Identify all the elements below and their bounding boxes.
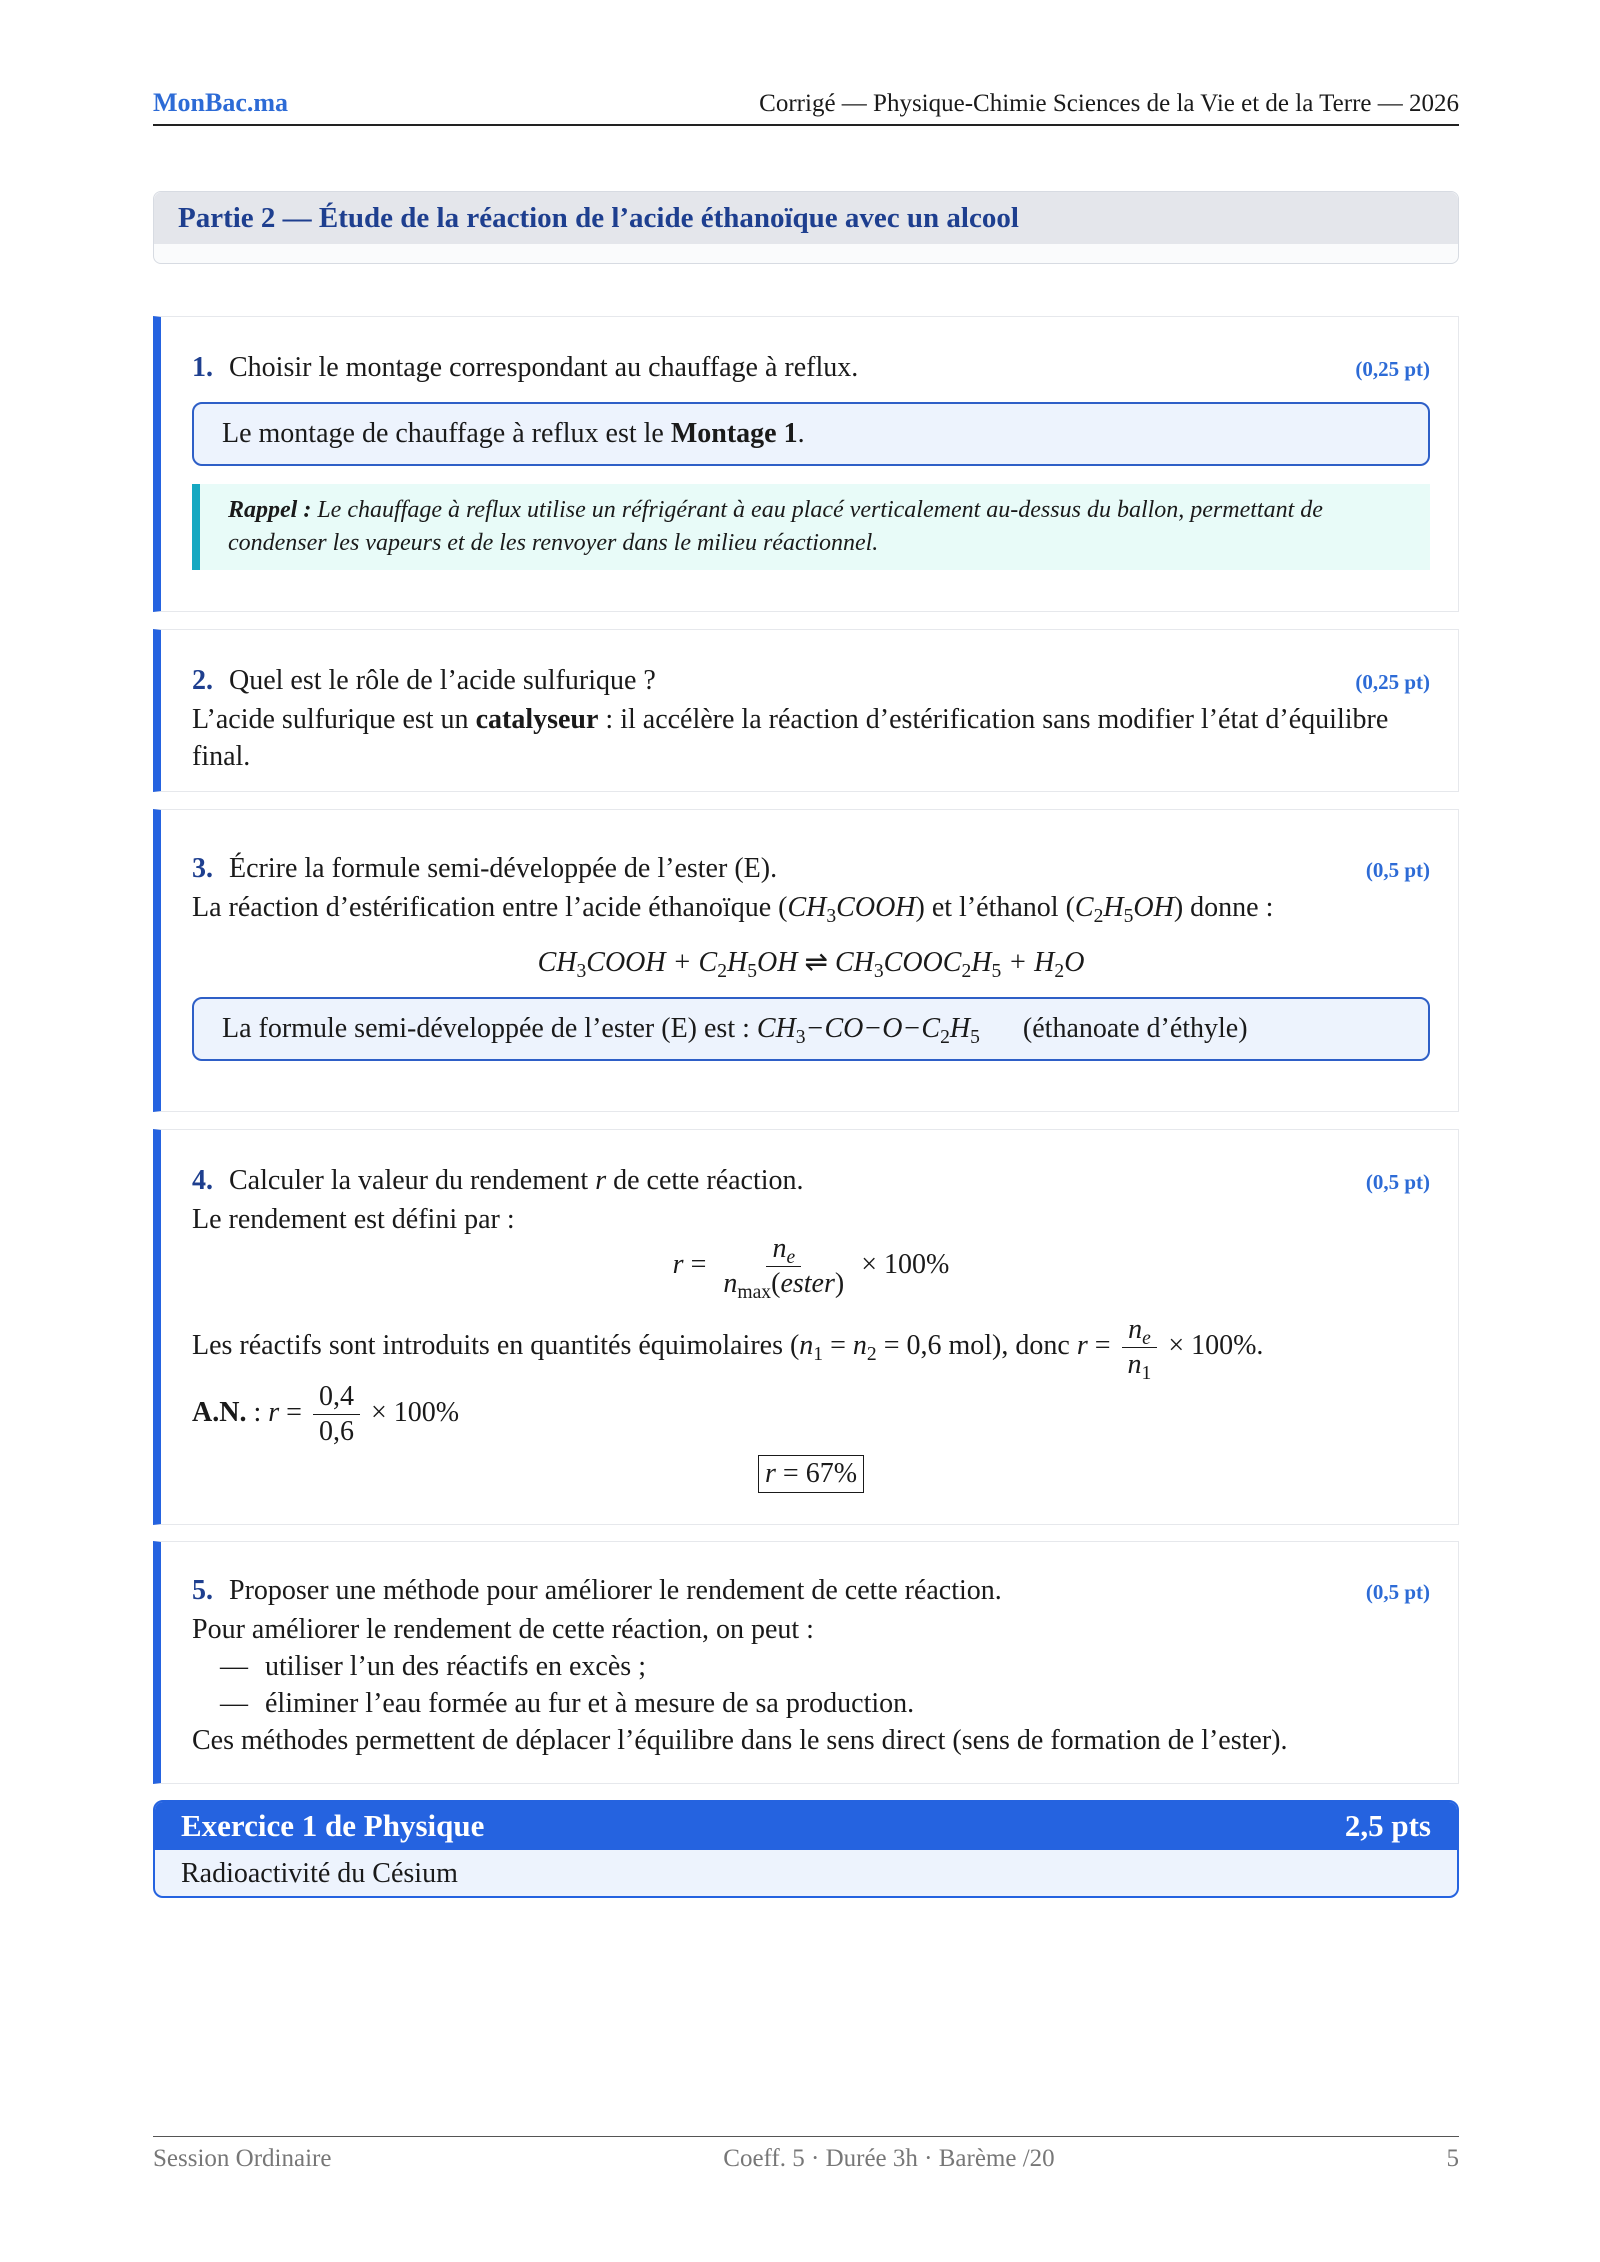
question-card-1 [153,316,1459,612]
question-number: 2. [192,665,213,696]
method-conclusion: Ces méthodes permettent de déplacer l’équilibre dans le sens direct (sens de formation de l’ester). [192,1725,1288,1756]
page-footer [153,2136,1459,2173]
answer-box [192,997,1430,1061]
esterification-equation: $CH_3COOH + C_2H_5OH$ ⇌ $CH_3COOC_2H_5 + H_2O$ [537,947,1085,982]
exercise-subtitle: Radioactivité du Césium [181,1858,458,1889]
intro-text: La réaction d’estérification entre l’acide éthanoïque ( [192,892,788,923]
answer-text: L’acide sulfurique est un [192,704,476,735]
points-badge: (0,5 pt) [1365,1170,1430,1194]
equimolar-pre: Les réactifs sont introduits en quantités équimolaires ( [192,1329,800,1361]
question-prompt: Choisir le montage correspondant au chauffage à reflux. [229,352,859,383]
intro-text: ) et l’éthanol ( [915,892,1075,923]
page-number: 5 [1446,2145,1459,2172]
rappel-text: Le chauffage à reflux utilise un réfrigérant à eau placé verticalement au-dessus du ballon, permettant de condenser les vapeurs et de les renvoyer dans le milieu réactionnel. [228,497,1323,556]
points-badge: (0,25 pt) [1355,357,1430,381]
variable-r: r [595,1165,607,1196]
answer-suffix: . [797,418,805,449]
points-badge: (0,5 pt) [1365,858,1430,882]
answer-highlight: Montage 1 [670,418,798,449]
ester-name: (éthanoate d’éthyle) [1022,1013,1248,1044]
question-number: 3. [192,853,213,884]
intro-text: ) donne : [1173,892,1274,923]
points-badge: (0,5 pt) [1365,1580,1430,1604]
answer-box [192,402,1430,466]
percent-factor: × 100% [370,1396,460,1428]
question-number: 1. [192,352,213,383]
question-prompt-suffix: de cette réaction. [606,1165,804,1196]
part-section-header [153,191,1459,264]
footer-session: Session Ordinaire [153,2145,332,2172]
reaction-intro [192,889,1430,926]
answer-highlight: catalyseur [475,704,599,735]
question-prompt: Écrire la formule semi-développée de l’ester (E). [229,853,778,884]
answer-text: La formule semi-développée de l’ester (E) est : [222,1013,757,1044]
final-result-box: r = 67% [758,1455,864,1493]
definition-text: Le rendement est défini par : [192,1204,515,1235]
an-denominator: 0,6 [318,1416,354,1447]
yield-formula: r = $\frac{n_e}{n_{max}(ester)}$ × 100% [672,1233,950,1303]
equimolar-value: 0,6 mol [906,1329,993,1361]
exercise-header [153,1800,1459,1898]
page-header [153,88,1459,126]
formula-acid: $CH_3COOH$ [787,892,916,927]
answer-text: Le montage de chauffage à reflux est le [222,418,671,449]
result-row [192,1455,1430,1493]
part-title: Partie 2 — Étude de la réaction de l’acide éthanoïque avec un alcool [178,202,1019,234]
question-card-2 [153,629,1459,792]
final-result: 67% [805,1458,858,1489]
an-numerator: 0,4 [313,1380,360,1415]
exercise-points: 2,5 pts [1344,1808,1431,1843]
question-prompt: Quel est le rôle de l’acide sulfurique ? [229,665,656,696]
ester-formula: $CH_3-CO-O-C_2H_5$ [756,1013,980,1048]
list-item: — utiliser l’un des réactifs en excès ; [220,1651,646,1682]
footer-info: Coeff. 5 · Durée 3h · Barème /20 [723,2145,1055,2172]
answer-suffix: : il accélère la réaction d’estérification sans modifier l’état d’équilibre final. [192,704,1389,772]
equimolar-text: Les réactifs sont introduits en quantités équimolaires ($n_1 = n_2 = 0,6$ mol), donc r = $\frac{n_e}{n_1}$ × 100%. [192,1314,1264,1384]
list-item: — éliminer l’eau formée au fur et à mesure de sa production. [220,1688,915,1719]
brand-logo-text[interactable]: MonBac.ma [153,88,289,117]
method-intro: Pour améliorer le rendement de cette réaction, on peut : [192,1614,814,1645]
answer-paragraph [192,701,1430,775]
rappel-note [192,484,1430,570]
exercise-title: Exercice 1 de Physique [181,1808,485,1843]
question-prompt: Proposer une méthode pour améliorer le rendement de cette réaction. [229,1575,1002,1606]
question-card-5 [153,1541,1459,1784]
question-card-4 [153,1129,1459,1525]
rappel-label: Rappel : [228,497,312,523]
formula-ethanol: $C_2H_5OH$ [1074,892,1174,927]
list-item-text: éliminer l’eau formée au fur et à mesure de sa production. [265,1688,915,1719]
equimolar-post: ), donc [992,1329,1077,1361]
numerical-application: A.N. : r = $\frac{0,4}{0,6}$ × 100% [192,1381,460,1447]
question-number: 4. [192,1165,213,1196]
question-prompt: Calculer la valeur du rendement [229,1165,596,1196]
list-item-text: utiliser l’un des réactifs en excès ; [265,1651,646,1682]
question-card-3 [153,809,1459,1112]
points-badge: (0,25 pt) [1355,670,1430,694]
percent-factor: × 100% [861,1248,950,1280]
question-number: 5. [192,1575,213,1606]
document-title: Corrigé — Physique-Chimie Sciences de la Vie et de la Terre — 2026 [759,90,1459,117]
an-label: A.N. [192,1396,247,1428]
